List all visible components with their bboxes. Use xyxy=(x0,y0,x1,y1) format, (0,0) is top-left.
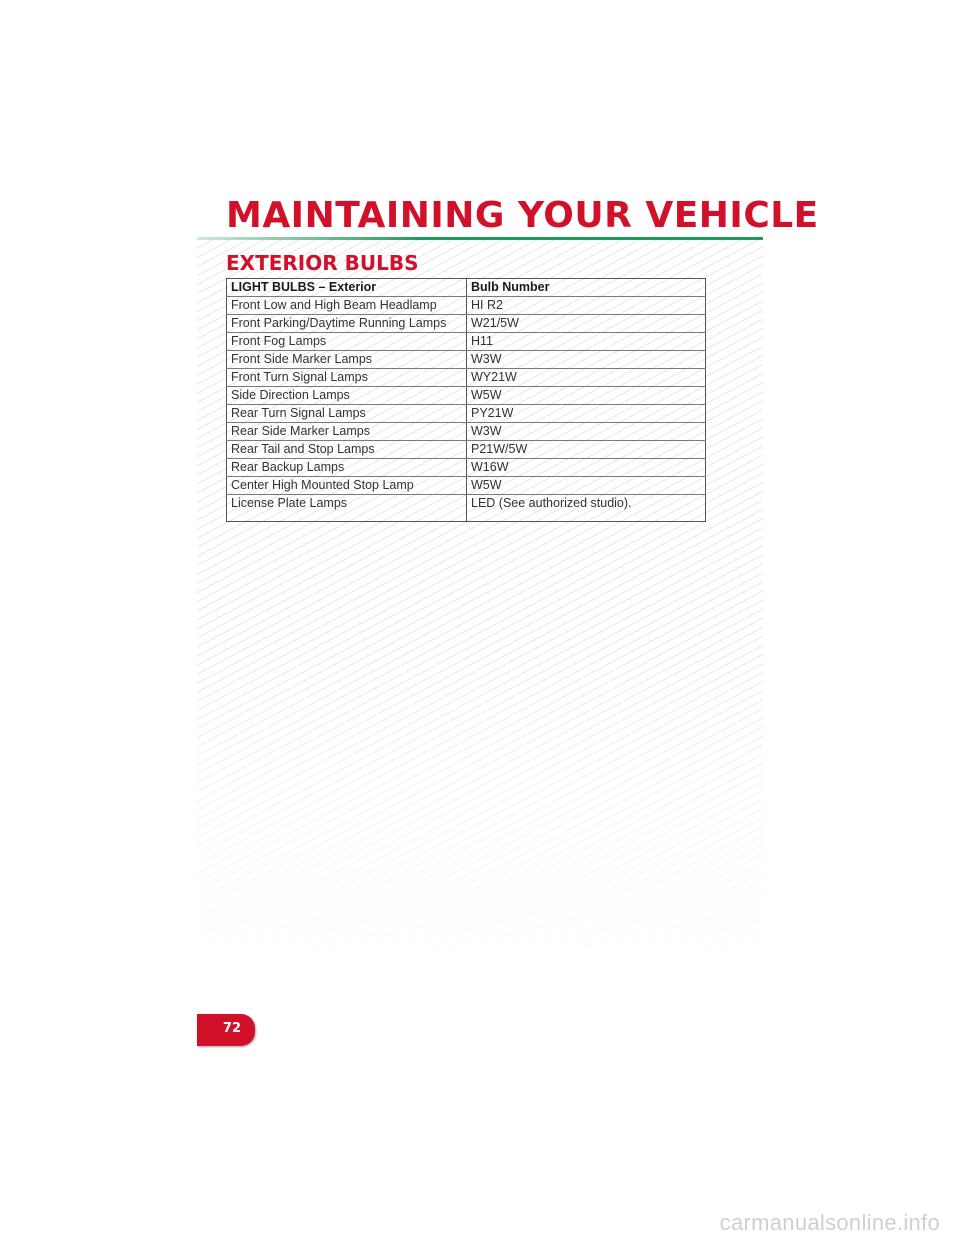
table-row xyxy=(227,477,706,495)
bulb-number-cell: PY21W xyxy=(467,405,706,423)
table-row xyxy=(227,315,706,333)
table-row xyxy=(227,333,706,351)
lamp-name-cell: License Plate Lamps xyxy=(227,495,467,522)
section-heading: EXTERIOR BULBS xyxy=(226,251,419,275)
lamp-name-cell: Front Side Marker Lamps xyxy=(227,351,467,369)
bulb-number-cell: H11 xyxy=(467,333,706,351)
lamp-name-cell: Rear Tail and Stop Lamps xyxy=(227,441,467,459)
table-row xyxy=(227,441,706,459)
table-row xyxy=(227,351,706,369)
column-header-light-bulbs: LIGHT BULBS – Exterior xyxy=(227,279,467,297)
table-row xyxy=(227,297,706,315)
bulb-number-cell: P21W/5W xyxy=(467,441,706,459)
page-number: 72 xyxy=(222,1021,241,1036)
bulb-number-cell: W5W xyxy=(467,477,706,495)
lamp-name-cell: Rear Turn Signal Lamps xyxy=(227,405,467,423)
lamp-name-cell: Front Parking/Daytime Running Lamps xyxy=(227,315,467,333)
table-row xyxy=(227,405,706,423)
bulb-number-cell: LED (See authorized studio). xyxy=(467,495,706,522)
watermark-text: carmanualsonline.info xyxy=(719,1210,940,1235)
lamp-name-cell: Rear Side Marker Lamps xyxy=(227,423,467,441)
table-header-row xyxy=(227,279,706,297)
bulb-number-cell: W16W xyxy=(467,459,706,477)
table-row xyxy=(227,423,706,441)
table-row xyxy=(227,369,706,387)
bulb-number-cell: W3W xyxy=(467,423,706,441)
bulb-number-cell: WY21W xyxy=(467,369,706,387)
lamp-name-cell: Rear Backup Lamps xyxy=(227,459,467,477)
table-row xyxy=(227,495,706,522)
chapter-title: MAINTAINING YOUR VEHICLE xyxy=(226,195,819,236)
bulb-number-cell: HI R2 xyxy=(467,297,706,315)
bulb-number-cell: W3W xyxy=(467,351,706,369)
bulb-number-cell: W21/5W xyxy=(467,315,706,333)
table-row xyxy=(227,459,706,477)
lamp-name-cell: Front Low and High Beam Headlamp xyxy=(227,297,467,315)
table-row xyxy=(227,387,706,405)
exterior-bulbs-table xyxy=(226,278,706,522)
page-number-tab xyxy=(197,1014,255,1046)
lamp-name-cell: Side Direction Lamps xyxy=(227,387,467,405)
column-header-bulb-number: Bulb Number xyxy=(467,279,706,297)
title-divider xyxy=(197,237,763,240)
lamp-name-cell: Front Turn Signal Lamps xyxy=(227,369,467,387)
lamp-name-cell: Center High Mounted Stop Lamp xyxy=(227,477,467,495)
bulb-number-cell: W5W xyxy=(467,387,706,405)
lamp-name-cell: Front Fog Lamps xyxy=(227,333,467,351)
